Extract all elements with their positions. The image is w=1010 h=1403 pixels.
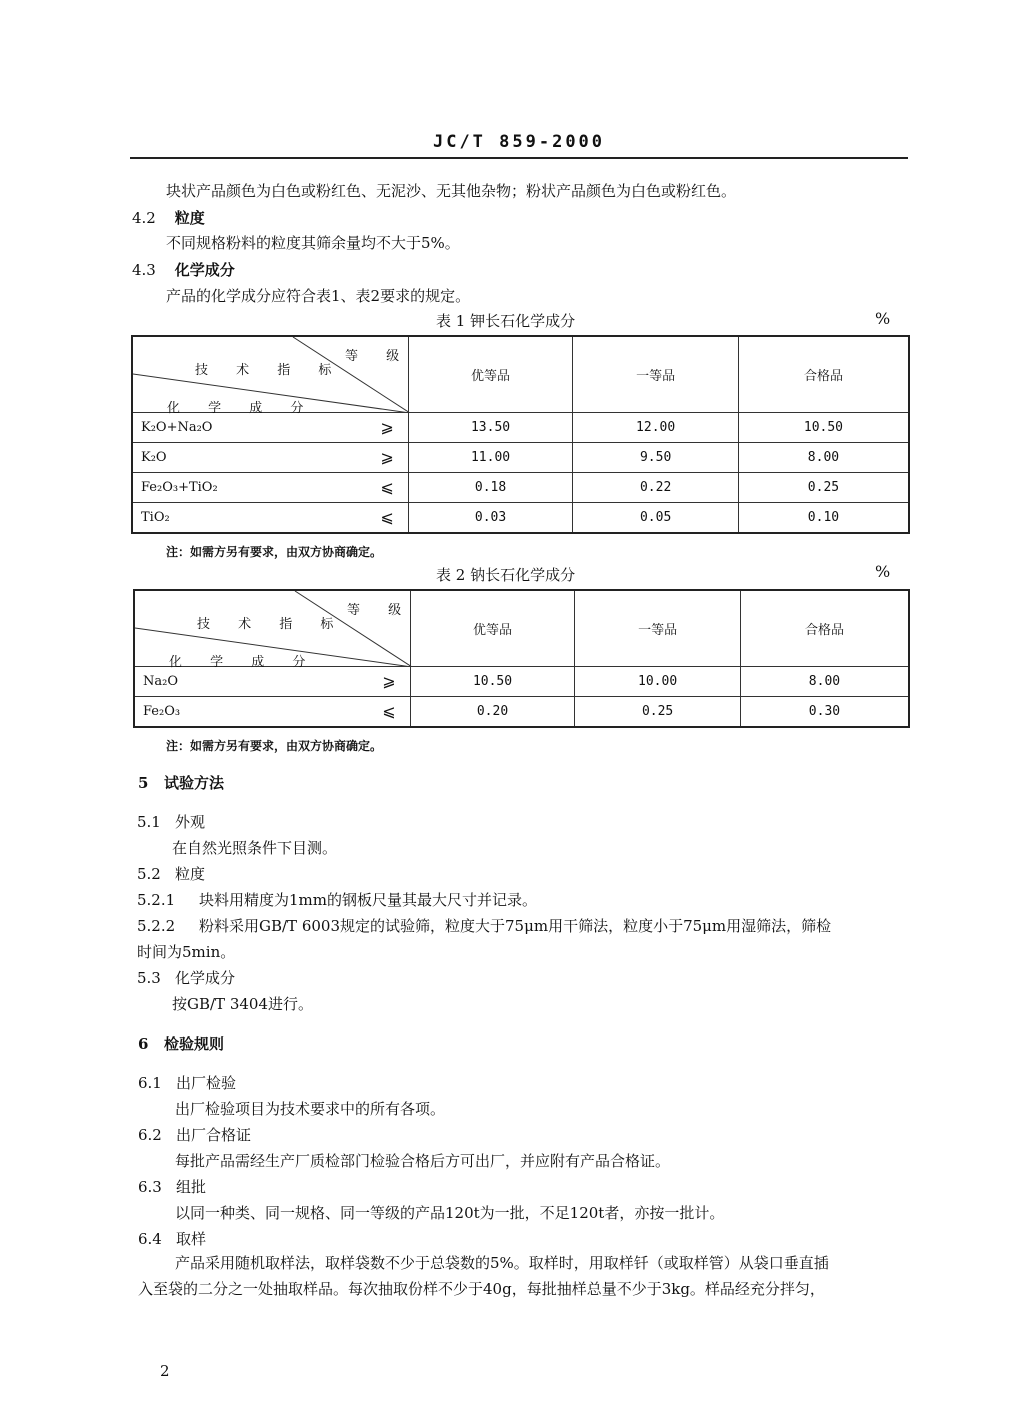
section-number: 6.4 <box>138 1230 162 1248</box>
table-2-caption: 表 2 钠长石化学成分 <box>436 566 576 584</box>
paragraph-text: 块料用精度为1mm的钢板尺量其最大尺寸并记录。 <box>199 891 537 909</box>
component-name: K₂O+Na₂O ⩾ <box>132 412 408 442</box>
table-cell: 0.20 <box>410 696 575 727</box>
table-cell: 0.10 <box>738 502 909 533</box>
table-cell: 10.50 <box>738 412 909 442</box>
paragraph-4-3: 产品的化学成分应符合表1、表2要求的规定。 <box>166 287 471 305</box>
paragraph-text: 粉料采用GB/T 6003规定的试验筛，粒度大于75μm用干筛法，粒度小于75μm用湿筛法，筛检 <box>199 917 832 935</box>
paragraph-5-3: 按GB/T 3404进行。 <box>172 995 314 1013</box>
table-cell: 12.00 <box>573 412 739 442</box>
paragraph-4-1-continued: 块状产品颜色为白色或粉红色、无泥沙、无其他杂物；粉状产品颜色为白色或粉红色。 <box>166 182 737 200</box>
table-header-row <box>134 590 909 666</box>
table-cell: 0.03 <box>408 502 573 533</box>
section-title: 组批 <box>176 1178 207 1196</box>
table-2 <box>133 589 910 728</box>
table-2-note: 注：如需方另有要求，由双方协商确定。 <box>166 739 383 753</box>
section-title: 试验方法 <box>164 774 225 792</box>
section-title: 外观 <box>175 813 206 831</box>
section-title: 化学成分 <box>175 969 236 987</box>
section-6-2-heading <box>138 1125 251 1145</box>
table-row <box>132 502 909 533</box>
table-row <box>132 472 909 502</box>
section-6-3-heading <box>138 1177 206 1197</box>
table-1-unit: % <box>875 309 891 328</box>
table-cell: 11.00 <box>408 442 573 472</box>
diagonal-header-cell <box>134 590 414 670</box>
table-cell: 8.00 <box>740 666 909 696</box>
section-5-2-heading <box>137 864 205 884</box>
table-row <box>134 696 909 727</box>
column-header: 优等品 <box>410 590 575 666</box>
section-title: 取样 <box>176 1230 207 1248</box>
section-6-heading <box>138 1034 224 1054</box>
column-header: 一等品 <box>573 336 739 412</box>
table-cell: 0.22 <box>573 472 739 502</box>
section-number: 5 <box>138 774 149 792</box>
comparison-symbol: ⩽ <box>380 477 394 497</box>
component-name: K₂O ⩾ <box>132 442 408 472</box>
table-cell: 0.05 <box>573 502 739 533</box>
paragraph-5-2-2-continued: 时间为5min。 <box>137 943 236 961</box>
paragraph-5-2-2 <box>137 916 831 936</box>
table-cell: 13.50 <box>408 412 573 442</box>
page-number: 2 <box>160 1362 170 1380</box>
indicator-label: 技 术 指 标 <box>197 617 346 632</box>
section-4-3-heading <box>132 260 235 280</box>
component-name: TiO₂ ⩽ <box>132 502 408 533</box>
table-cell: 10.50 <box>410 666 575 696</box>
header-rule <box>130 157 908 159</box>
standard-code-header: JC/T 859-2000 <box>432 132 606 152</box>
section-title: 出厂合格证 <box>176 1126 252 1144</box>
indicator-label: 技 术 指 标 <box>195 363 344 378</box>
section-5-3-heading <box>137 968 235 988</box>
paragraph-4-2: 不同规格粉料的粒度其筛余量均不大于5%。 <box>166 234 460 252</box>
comparison-symbol: ⩾ <box>382 671 396 691</box>
table-1-note: 注：如需方另有要求，由双方协商确定。 <box>166 545 383 559</box>
table-header-row <box>132 336 909 412</box>
component-name: Fe₂O₃+TiO₂ ⩽ <box>132 472 408 502</box>
paragraph-5-2-1 <box>137 890 537 910</box>
section-6-4-heading <box>138 1229 206 1249</box>
table-cell: 0.30 <box>740 696 909 727</box>
component-name: Na₂O ⩾ <box>134 666 410 696</box>
paragraph-6-3: 以同一种类、同一规格、同一等级的产品120t为一批，不足120t者，亦按一批计。 <box>175 1204 725 1222</box>
section-number: 5.2 <box>137 865 161 883</box>
column-header: 合格品 <box>738 336 909 412</box>
component-label: 化 学 成 分 <box>167 401 316 416</box>
paragraph-6-4: 产品采用随机取样法，取样袋数不少于总袋数的5%。取样时，用取样钎（或取样管）从袋口垂直插 <box>175 1254 829 1272</box>
section-number: 5.2.1 <box>137 891 176 909</box>
column-header: 优等品 <box>408 336 573 412</box>
component-name: Fe₂O₃ ⩽ <box>134 696 410 727</box>
component-label: 化 学 成 分 <box>169 655 318 670</box>
table-cell: 10.00 <box>575 666 741 696</box>
section-number: 6.1 <box>138 1074 162 1092</box>
grade-label: 等 级 <box>347 603 414 618</box>
section-title: 粒度 <box>174 209 205 227</box>
section-5-1-heading <box>137 812 205 832</box>
table-cell: 0.18 <box>408 472 573 502</box>
section-4-2-heading <box>132 208 205 228</box>
paragraph-6-2: 每批产品需经生产厂质检部门检验合格后方可出厂，并应附有产品合格证。 <box>175 1152 671 1170</box>
grade-label: 等 级 <box>345 349 412 364</box>
table-1 <box>131 335 910 534</box>
paragraph-6-1: 出厂检验项目为技术要求中的所有各项。 <box>175 1100 446 1118</box>
comparison-symbol: ⩾ <box>380 447 394 467</box>
table-1-caption: 表 1 钾长石化学成分 <box>436 312 576 330</box>
table-cell: 0.25 <box>575 696 741 727</box>
section-number: 4.3 <box>132 261 156 279</box>
column-header: 合格品 <box>740 590 909 666</box>
section-6-1-heading <box>138 1073 236 1093</box>
column-header: 一等品 <box>575 590 741 666</box>
section-number: 6 <box>138 1035 149 1053</box>
section-title: 化学成分 <box>174 261 235 279</box>
comparison-symbol: ⩽ <box>382 701 396 721</box>
paragraph-6-4-continued: 入至袋的二分之一处抽取样品。每次抽取份样不少于40g，每批抽样总量不少于3kg。样品经充分拌匀， <box>138 1280 825 1298</box>
table-row <box>132 442 909 472</box>
table-cell: 9.50 <box>573 442 739 472</box>
paragraph-5-1: 在自然光照条件下目测。 <box>172 839 338 857</box>
section-number: 5.1 <box>137 813 161 831</box>
table-cell: 8.00 <box>738 442 909 472</box>
section-number: 6.2 <box>138 1126 162 1144</box>
section-number: 5.3 <box>137 969 161 987</box>
section-number: 5.2.2 <box>137 917 176 935</box>
section-title: 粒度 <box>175 865 206 883</box>
table-2-unit: % <box>875 562 891 581</box>
section-title: 出厂检验 <box>176 1074 237 1092</box>
comparison-symbol: ⩽ <box>380 507 394 527</box>
section-number: 4.2 <box>132 209 156 227</box>
comparison-symbol: ⩾ <box>380 417 394 437</box>
section-5-heading <box>138 773 224 793</box>
table-row <box>134 666 909 696</box>
diagonal-header-cell <box>132 336 412 416</box>
table-cell: 0.25 <box>738 472 909 502</box>
table-row <box>132 412 909 442</box>
section-number: 6.3 <box>138 1178 162 1196</box>
section-title: 检验规则 <box>164 1035 225 1053</box>
